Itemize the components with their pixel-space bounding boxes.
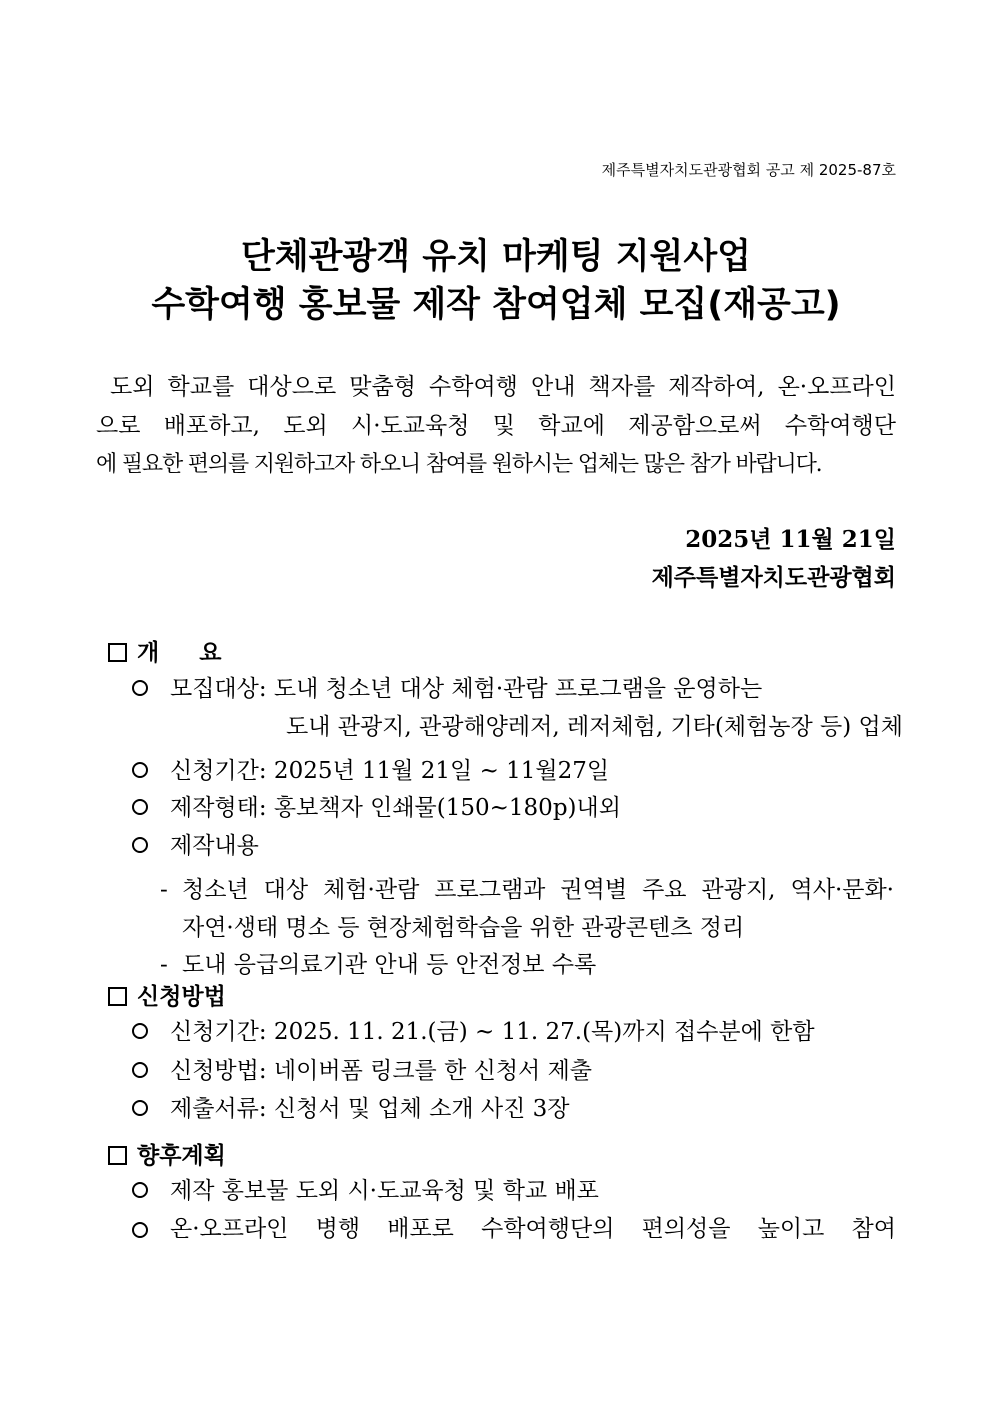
circle-bullet-icon	[132, 762, 148, 778]
item-text: 신청방법: 네이버폼 링크를 한 신청서 제출	[170, 1058, 593, 1084]
dash-bullet: -	[160, 952, 168, 978]
item-text: 신청기간: 2025년 11월 21일 ~ 11월27일	[170, 758, 610, 784]
dash-bullet: -	[160, 877, 168, 903]
circle-bullet-icon	[132, 1182, 148, 1198]
list-item	[132, 797, 621, 820]
section-heading-text: 개 요	[137, 639, 222, 666]
list-item	[132, 1021, 815, 1044]
section-future-plan-heading	[108, 1144, 226, 1167]
list-item	[132, 1060, 592, 1083]
circle-bullet-icon	[132, 799, 148, 815]
list-item	[132, 760, 609, 783]
item-text: 제작내용	[170, 833, 259, 859]
sub-item: 청소년 대상 체험·관람 프로그램과 권역별 주요 관광지, 역사·문화·	[182, 877, 894, 903]
notice-number: 제주특별자치도관광협회 공고 제 2025-87호	[601, 161, 896, 179]
section-heading-text: 향후계획	[137, 1142, 226, 1169]
list-item	[132, 1098, 570, 1121]
circle-bullet-icon	[132, 1062, 148, 1078]
intro-line-3: 에 필요한 편의를 지원하고자 하오니 참여를 원하시는 업체는 많은 참가 바랍니다.	[96, 452, 822, 477]
circle-bullet-icon	[132, 680, 148, 696]
sub-item-continuation: 자연·생태 명소 등 현장체험학습을 위한 관광콘텐츠 정리	[182, 915, 745, 941]
checkbox-square-icon	[108, 1146, 127, 1165]
circle-bullet-icon	[132, 1023, 148, 1039]
item-text: 모집대상: 도내 청소년 대상 체험·관람 프로그램을 운영하는	[170, 676, 763, 702]
item-text: 제작형태: 홍보책자 인쇄물(150~180p)내외	[170, 795, 621, 821]
intro-line-2: 으로 배포하고, 도외 시·도교육청 및 학교에 제공함으로써 수학여행단	[96, 413, 896, 439]
page-title-line-1: 단체관광객 유치 마케팅 지원사업	[241, 237, 751, 277]
section-overview-heading	[108, 641, 221, 664]
list-item	[132, 1180, 599, 1203]
intro-line-1: 도외 학교를 대상으로 맞춤형 수학여행 안내 책자를 제작하여, 온·오프라인	[110, 374, 896, 400]
announcement-date: 2025년 11월 21일	[685, 526, 896, 553]
circle-bullet-icon	[132, 1100, 148, 1116]
list-item-continuation: 도내 관광지, 관광해양레저, 레저체험, 기타(체험농장 등) 업체	[286, 714, 903, 740]
list-item	[132, 678, 762, 701]
item-text: 온·오프라인 병행 배포로 수학여행단의 편의성을 높이고 참여	[170, 1216, 896, 1242]
list-item	[132, 1218, 896, 1241]
item-text: 제작 홍보물 도외 시·도교육청 및 학교 배포	[170, 1178, 599, 1204]
circle-bullet-icon	[132, 1222, 148, 1238]
page-title-line-2: 수학여행 홍보물 제작 참여업체 모집(재공고)	[151, 285, 841, 325]
item-text: 제출서류: 신청서 및 업체 소개 사진 3장	[170, 1096, 570, 1122]
list-item	[132, 835, 259, 858]
circle-bullet-icon	[132, 837, 148, 853]
organization-name: 제주특별자치도관광협회	[651, 564, 896, 591]
checkbox-square-icon	[108, 643, 127, 662]
section-application-heading	[108, 985, 226, 1008]
checkbox-square-icon	[108, 987, 127, 1006]
sub-item: 도내 응급의료기관 안내 등 안전정보 수록	[182, 952, 597, 978]
section-heading-text: 신청방법	[137, 983, 226, 1010]
item-text: 신청기간: 2025. 11. 21.(금) ~ 11. 27.(목)까지 접수분에 한함	[170, 1019, 815, 1045]
